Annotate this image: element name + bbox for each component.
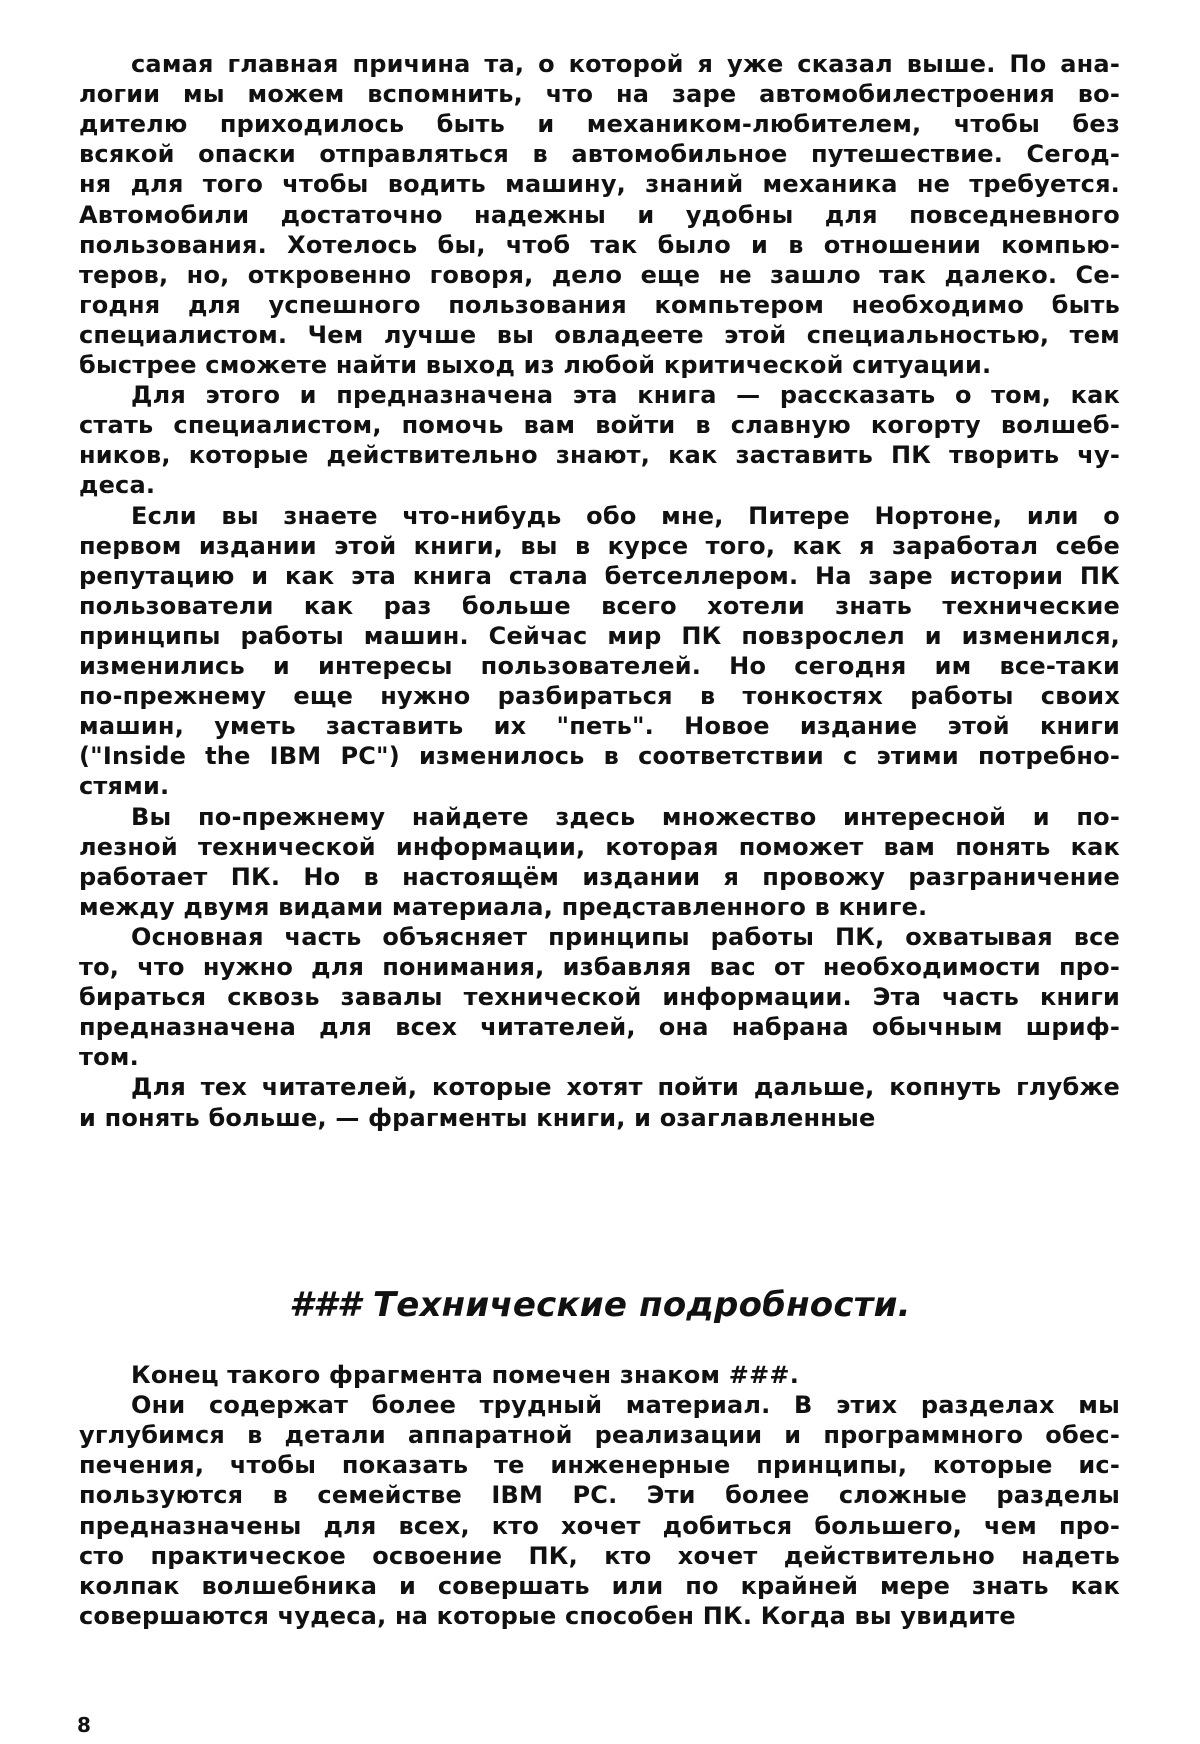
text-line: Автомобили достаточно надежны и удобны для повседневного xyxy=(79,200,1120,229)
text-line: совершаются чудеса, на которые способен ПК. Когда вы увидите xyxy=(79,1601,1016,1630)
text-line: деса. xyxy=(79,471,156,500)
text-line: то, что нужно для понимания, избавляя вас от необходимости про- xyxy=(79,953,1120,981)
text-line: машин, уметь заставить их "петь". Новое издание этой книги xyxy=(79,712,1120,741)
text-line: Для тех читателей, которые хотят пойти дальше, копнуть глубже xyxy=(131,1073,1120,1102)
text-line: по-прежнему еще нужно разбираться в тонкостях работы своих xyxy=(79,682,1120,711)
page-number: 8 xyxy=(77,1713,92,1737)
text-line: пользуются в семействе IBM PC. Эти более сложные разделы xyxy=(79,1481,1120,1510)
text-line: изменились и интересы пользователей. Но сегодня им все-таки xyxy=(79,652,1120,680)
text-line: между двумя видами материала, представленного в книге. xyxy=(79,892,928,921)
text-line: предназначены для всех, кто хочет добиться большего, чем про- xyxy=(79,1511,1120,1540)
text-line: Вы по-прежнему найдете здесь множество интересной и по- xyxy=(131,802,1120,831)
text-line: сто практическое освоение ПК, кто хочет действительно надеть xyxy=(79,1541,1120,1570)
text-line: годня для успешного пользования компьтером необходимо быть xyxy=(79,290,1120,319)
text-line: репутацию и как эта книга стала бетселлером. На заре истории ПК xyxy=(79,561,1120,590)
text-line: всякой опаски отправляться в автомобильное путешествие. Сегод- xyxy=(79,140,1120,169)
text-line: самая главная причина та, о которой я уже сказал выше. По ана- xyxy=(131,50,1120,78)
text-line: колпак волшебника и совершать или по крайней мере знать как xyxy=(79,1571,1120,1600)
text-line: дителю приходилось быть и механиком-любителем, чтобы без xyxy=(79,110,1120,139)
text-line: пользователи как раз больше всего хотели знать технические xyxy=(79,591,1120,620)
text-line: специалистом. Чем лучше вы овладеете этой специальностью, тем xyxy=(79,320,1120,349)
text-line: Они содержат более трудный материал. В этих разделах мы xyxy=(131,1391,1120,1420)
text-line: быстрее сможете найти выход из любой критической ситуации. xyxy=(79,351,992,379)
text-line: печения, чтобы показать те инженерные принципы, которые ис- xyxy=(79,1451,1120,1480)
text-line: Для этого и предназначена эта книга — рассказать о том, как xyxy=(131,381,1120,410)
section-heading: ### Технические подробности. xyxy=(289,1285,911,1325)
text-line: ня для того чтобы водить машину, знаний механика не требуется. xyxy=(79,170,1120,199)
text-line: логии мы можем вспомнить, что на заре автомобилестроения во- xyxy=(79,80,1120,109)
text-line: предназначена для всех читателей, она набрана обычным шриф- xyxy=(79,1013,1120,1042)
text-line: принципы работы машин. Сейчас мир ПК повзрослел и изменился, xyxy=(79,621,1120,650)
text-line: лезной технической информации, которая поможет вам понять как xyxy=(79,832,1120,861)
text-line: стями. xyxy=(79,772,170,801)
text-line: теров, но, откровенно говоря, дело еще не зашло так далеко. Се- xyxy=(79,260,1120,289)
text-line: Основная часть объясняет принципы работы ПК, охватывая все xyxy=(131,922,1120,951)
text-line: стать специалистом, помочь вам войти в славную когорту волшеб- xyxy=(79,411,1120,440)
text-line: и понять больше, — фрагменты книги, и озаглавленные xyxy=(79,1103,876,1132)
text-line: работает ПК. Но в настоящём издании я провожу разграничение xyxy=(79,862,1120,891)
text-line: пользования. Хотелось бы, чтоб так было и в отношении компью- xyxy=(79,230,1120,259)
text-line: бираться сквозь завалы технической информации. Эта часть книги xyxy=(79,983,1120,1012)
text-line: углубимся в детали аппаратной реализации и программного обес- xyxy=(79,1421,1120,1450)
text-line: Если вы знаете что-нибудь обо мне, Питере Нортоне, или о xyxy=(131,501,1120,530)
text-line: ("Inside the IBM PC") изменилось в соответствии с этими потребно- xyxy=(79,742,1120,771)
text-line: том. xyxy=(79,1043,139,1072)
text-line: ников, которые действительно знают, как заставить ПК творить чу- xyxy=(79,441,1120,470)
text-line: первом издании этой книги, вы в курсе того, как я заработал себе xyxy=(79,531,1120,560)
text-line: Конец такого фрагмента помечен знаком ###. xyxy=(131,1361,800,1389)
